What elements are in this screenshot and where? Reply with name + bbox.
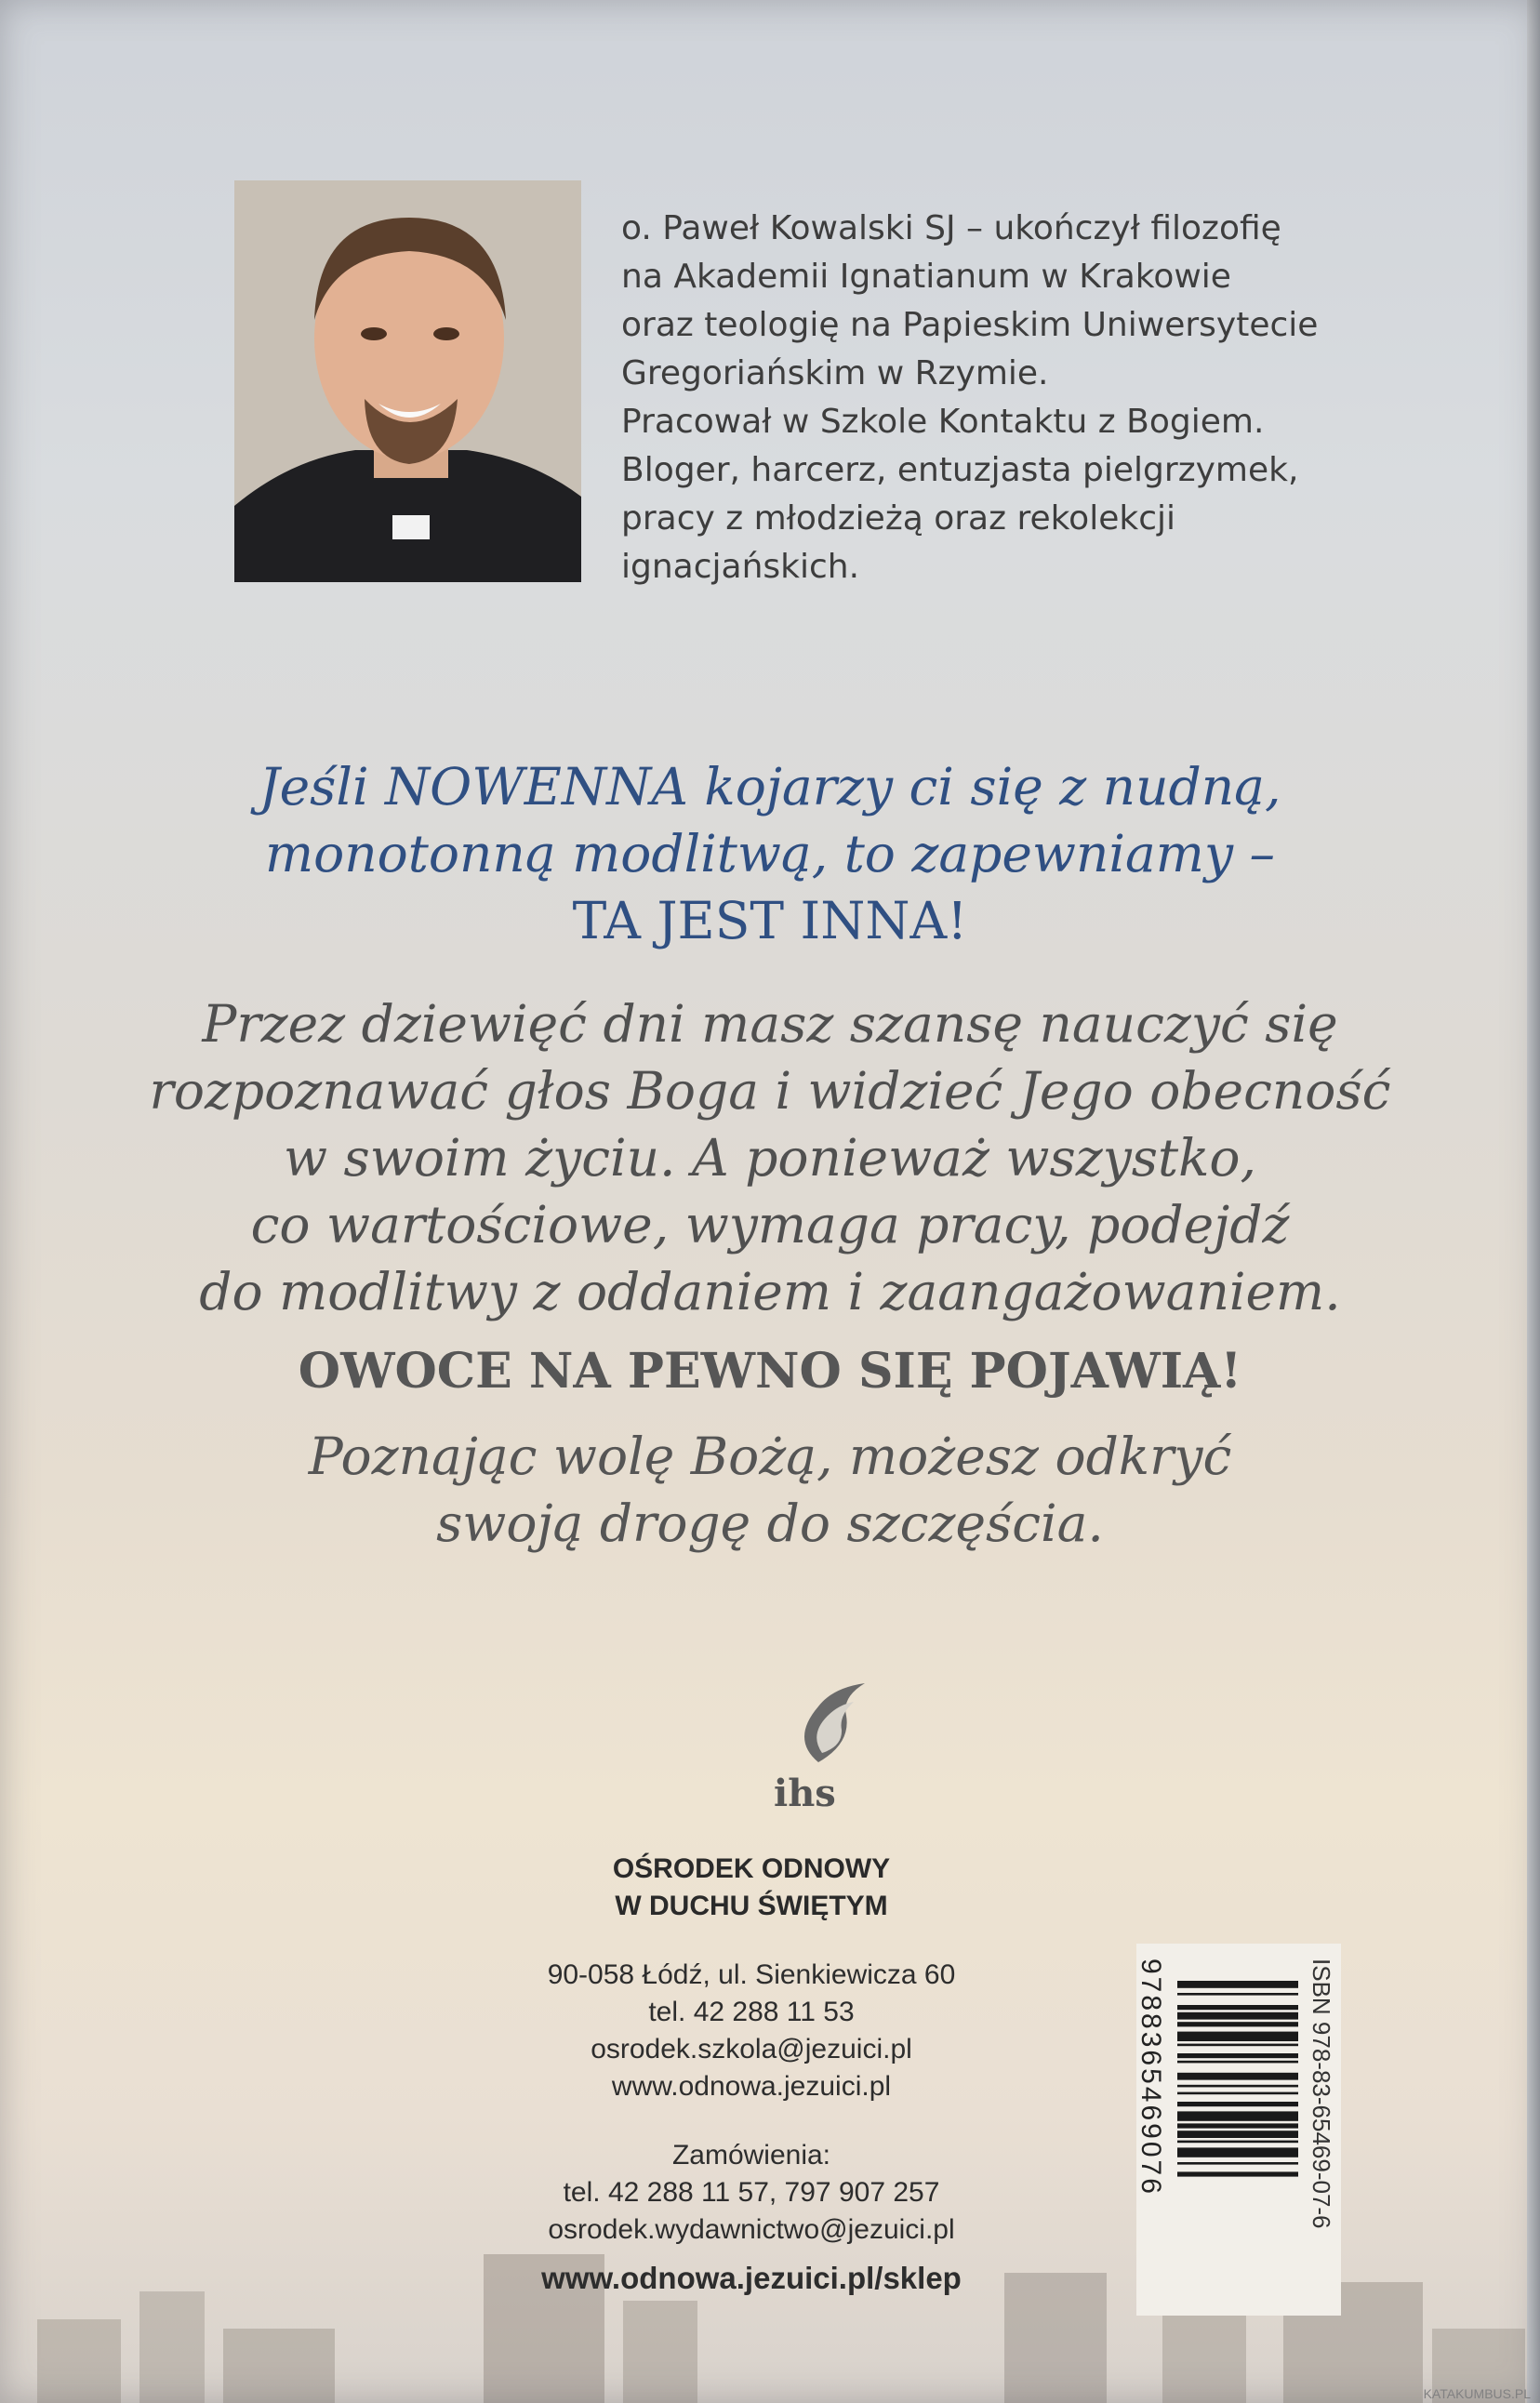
blurb-intro-line: monotonną modlitwą, to zapewniamy – [264,824,1276,883]
barcode-digits: 9788365469076 [1136,1958,1166,2197]
author-bio [621,205,1393,591]
barcode-bar [1177,2147,1298,2157]
barcode-bar [1177,2012,1298,2020]
barcode-bar [1177,1993,1298,1996]
publisher-phone: tel. 42 288 11 53 [648,1997,855,2027]
barcode-bar [1177,2102,1298,2106]
author-bio-line: Gregoriańskim w Rzymie. [621,354,1049,392]
ihs-logo-text: ihs [774,1772,836,1815]
barcode-bar [1177,2032,1298,2041]
blurb-intro [0,753,1540,954]
publisher-email[interactable]: osrodek.szkola@jezuici.pl [591,2034,912,2064]
barcode-bar [1177,2131,1298,2138]
author-bio-line: ignacjańskich. [621,548,860,586]
shop-url[interactable]: www.odnowa.jezuici.pl/sklep [541,2261,962,2295]
barcode-bar [1177,2073,1298,2080]
blurb-body-line: Przez dziewięć dni masz szansę nauczyć się [202,994,1338,1054]
barcode-bar [1177,2111,1298,2120]
blurb-body-line: co wartościowe, wymaga pracy, podejdź [250,1195,1290,1255]
blurb-body-line: w swoim życiu. A ponieważ wszystko, [283,1128,1257,1188]
blurb-body-line: do modlitwy z oddaniem i zaangażowaniem. [199,1262,1341,1321]
publisher-name-line: OŚRODEK ODNOWY [612,1853,891,1884]
blurb-closing [0,1423,1540,1557]
barcode-bar [1177,2053,1298,2058]
isbn-label: ISBN 978-83-65469-07-6 [1308,1958,1335,2229]
barcode-bar [1177,1981,1298,1988]
barcode-bar [1177,2061,1298,2064]
barcode-bar [1177,2044,1298,2047]
author-bio-line: oraz teologię na Papieskim Uniwersytecie [621,306,1319,344]
barcode-bar [1177,2171,1298,2176]
barcode-bar [1177,2005,1298,2010]
watermark: KATAKUMBUS.PL [1423,2386,1531,2401]
publisher-name-line: W DUCHU ŚWIĘTYM [615,1891,888,1921]
author-bio-line: Bloger, harcerz, entuzjasta pielgrzymek, [621,451,1299,489]
ihs-flame-logo [753,1674,874,1823]
orders-phone: tel. 42 288 11 57, 797 907 257 [563,2177,940,2208]
author-bio-line: na Akademii Ignatianum w Krakowie [621,258,1231,296]
blurb-body-line: rozpoznawać głos Boga i widzieć Jego obecność [149,1061,1391,1121]
publisher-address: 90-058 Łódź, ul. Sienkiewicza 60 [547,1959,956,1990]
barcode-bar [1177,2092,1298,2095]
barcode-bar [1177,2123,1298,2128]
author-bio-line: pracy z młodzieżą oraz rekolekcji [621,499,1175,538]
publisher-website[interactable]: www.odnowa.jezuici.pl [611,2071,892,2102]
blurb-closing-line: Poznając wolę Bożą, możesz odkryć [308,1427,1232,1486]
isbn-barcode [1136,1944,1341,2316]
orders-label: Zamówienia: [671,2140,831,2171]
barcode-bar [1177,2162,1298,2165]
blurb-closing-line: swoją drogę do szczęścia. [436,1494,1104,1553]
barcode-bar [1177,2141,1298,2144]
orders-email[interactable]: osrodek.wydawnictwo@jezuici.pl [548,2214,955,2245]
barcode-bar [1177,2085,1298,2088]
barcode-bar [1177,2022,1298,2026]
author-bio-line: Pracował w Szkole Kontaktu z Bogiem. [621,403,1265,441]
blurb-intro-line: Jeśli NOWENNA kojarzy ci się z nudną, [259,757,1281,816]
author-photo [234,180,581,582]
author-bio-line: o. Paweł Kowalski SJ – ukończył filozofię [621,209,1281,247]
blurb-body [0,990,1540,1325]
blurb-caps-line: OWOCE NA PEWNO SIĘ POJAWIĄ! [298,1343,1242,1400]
blurb-intro-line: TA JEST INNA! [572,891,968,950]
